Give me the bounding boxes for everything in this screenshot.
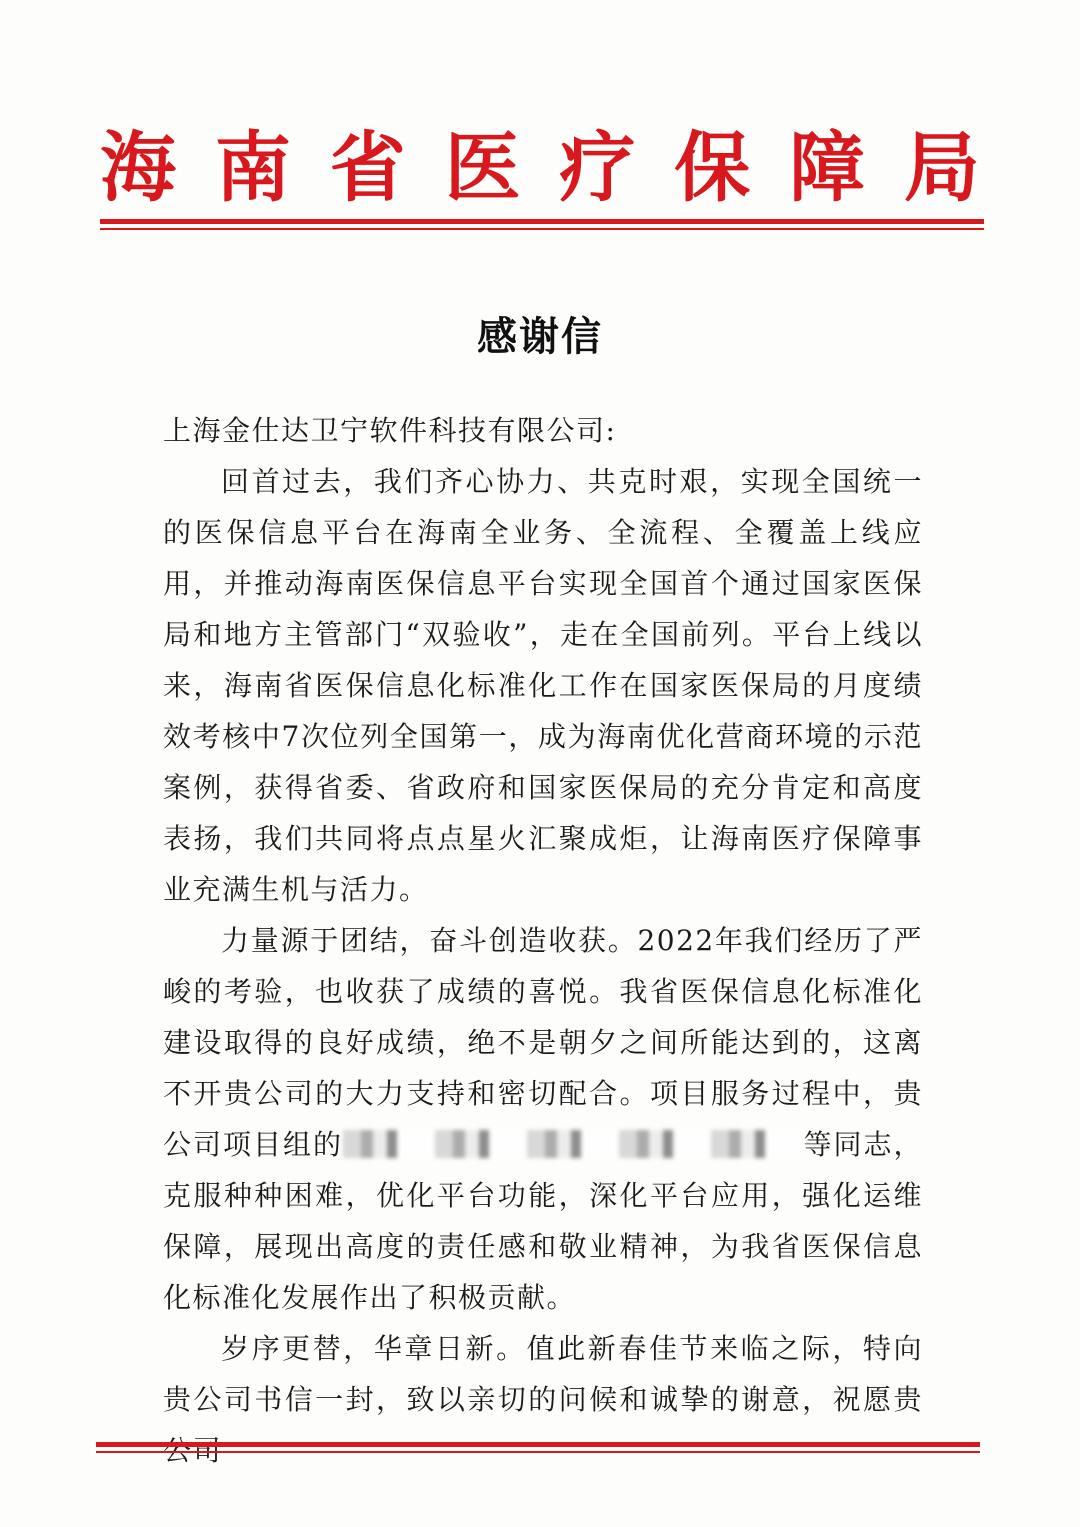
paragraph [163,915,923,1323]
paragraph-text: 等同志，克服种种困难，优化平台功能，深化平台应用，强化运维保障，展现出高度的责任感和敬业精神，为我省医保信息化标准化发展作出了积极贡献。 [163,1128,923,1314]
letterhead-char: 障 [789,123,866,212]
salutation: 上海金仕达卫宁软件科技有限公司: [163,414,617,447]
letterhead-char: 医 [444,123,521,212]
letterhead-char: 疗 [559,123,636,212]
footer-rule-thin [96,1451,980,1453]
redacted-names [343,1130,803,1158]
footer-rule-thick [96,1442,980,1447]
letterhead-rule-thin [100,228,984,230]
paragraph: 岁序更替，华章日新。值此新春佳节来临之际，特向贵公司书信一封，致以亲切的问候和诚挚的谢意，祝愿贵 [163,1332,923,1416]
letterhead-char: 南 [214,123,291,212]
letterhead-char: 海 [100,123,176,212]
letterhead-char: 保 [674,123,751,212]
paragraph-text: 力量源于团结，奋斗创造收获。2022年我们经历了严峻的考验，也收获了成绩的喜悦。我省医保信息化标准化建设取得的良好成绩，绝不是朝夕之间所能达到的，这离不开贵公司的大力支持和密切配合。项目服务过程中，贵公司项目组的 [163,924,923,1161]
letterhead-char: 局 [903,123,980,212]
document-title: 感谢信 [477,314,603,360]
letterhead-char: 省 [329,123,406,212]
paragraph: 回首过去，我们齐心协力、共克时艰，实现全国统一的医保信息平台在海南全业务、全流程、全覆盖上线应用，并推动海南医保信息平台实现全国首个通过国家医保局和地方主管部门“双验收”，走在全国前列。平台上线以来，海南省医保信息化标准化工作在国家医保局的月度绩效考核中7次位列全国第一，成为海南优化营商环境的示范案例，获得省委、省政府和国家医保局的充分肯定和高度表扬，我们共同将点点星火汇聚成炬，让海南医疗保障事业充满生机与活力。 [163,465,923,906]
letterhead-rule-thick [100,219,984,224]
letterhead-org-name [100,123,980,212]
letter-body [163,405,923,1476]
